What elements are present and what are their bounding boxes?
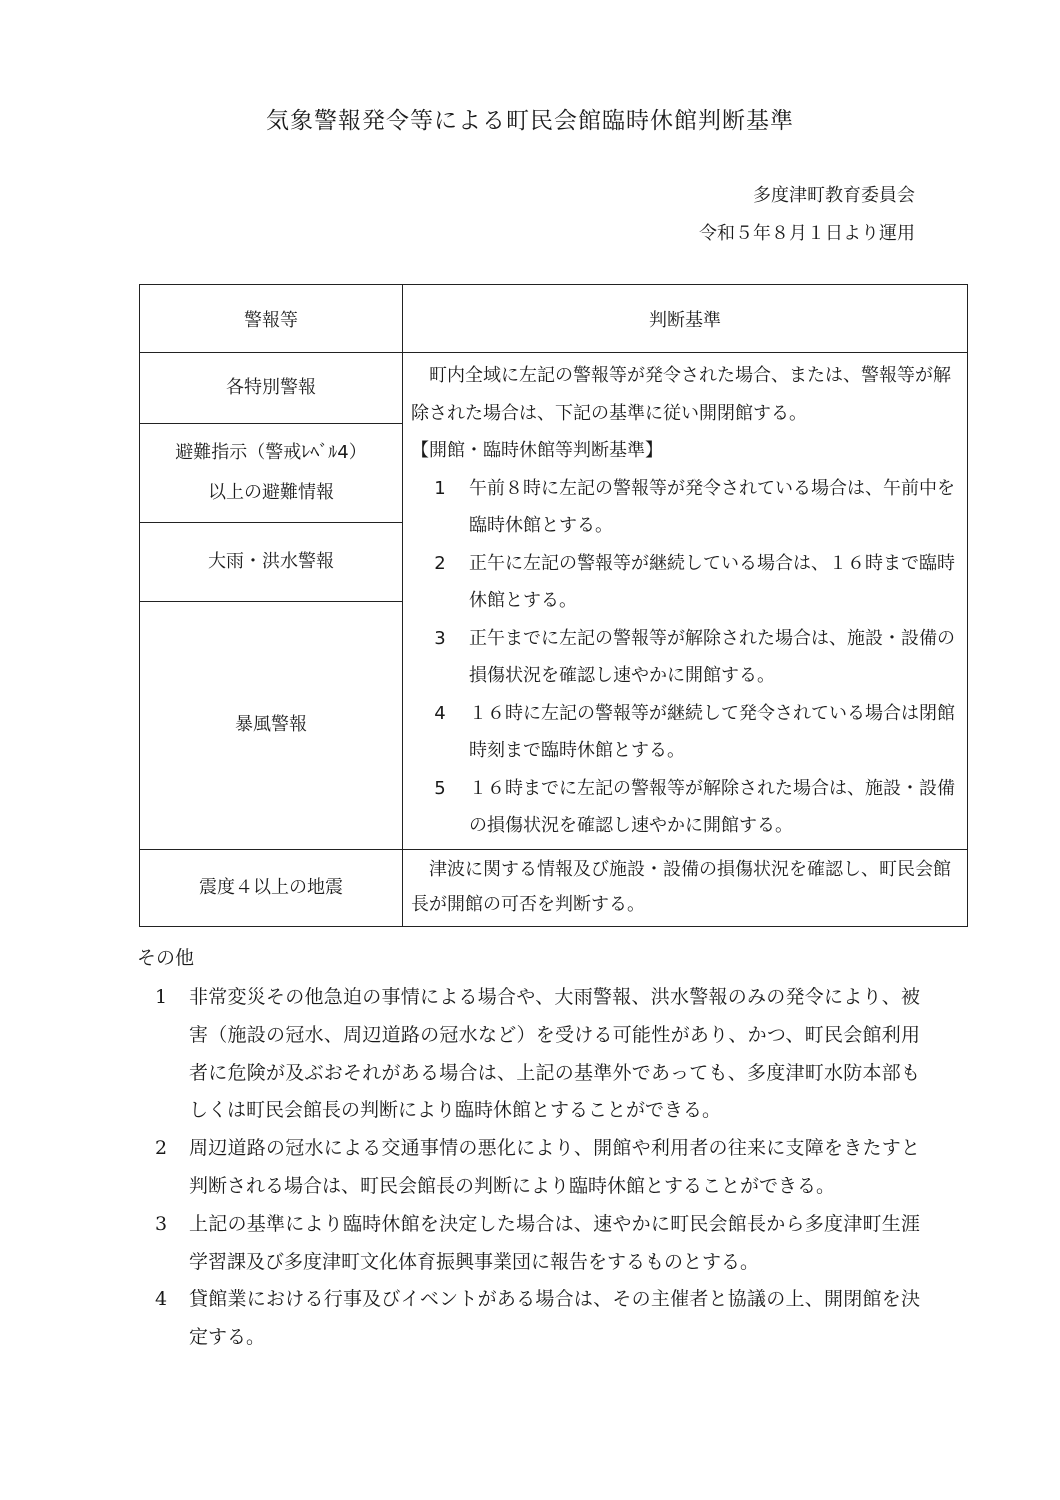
item-text: 貸館業における行事及びイベントがある場合は、その主催者と協議の上、開閉館を決定する。 <box>189 1288 920 1349</box>
criteria-table <box>139 284 968 927</box>
criteria-item <box>411 545 957 620</box>
header-warnings: 警報等 <box>140 285 403 353</box>
others-heading: その他 <box>137 947 195 969</box>
criteria-item <box>411 770 957 845</box>
item-number: 2 <box>434 552 446 574</box>
header-criteria: 判断基準 <box>403 285 968 353</box>
item-number: 1 <box>434 477 446 499</box>
item-text: 非常変災その他急迫の事情による場合や、大雨警報、洪水警報のみの発令により、被害（施設の冠水、周辺道路の冠水など）を受ける可能性があり、かつ、町民会館利用者に危険が及ぶおそれがある場合は、上記の基準外であっても、多度津町水防本部もしくは町民会館長の判断により臨時休館とすることができる。 <box>189 986 920 1122</box>
warning-storm: 暴風警報 <box>140 601 403 849</box>
table-row <box>140 353 968 424</box>
list-item <box>155 1281 920 1357</box>
warning-heavy-rain: 大雨・洪水警報 <box>140 523 403 602</box>
item-number: 3 <box>155 1212 168 1235</box>
item-text: 周辺道路の冠水による交通事情の悪化により、開館や利用者の往来に支障をきたすと判断される場合は、町民会館長の判断により臨時休館とすることができる。 <box>189 1137 920 1197</box>
item-number: 3 <box>434 627 446 649</box>
warning-evacuation-line1: 避難指示（警戒ﾚﾍﾞﾙ4） <box>175 442 367 464</box>
criteria-item <box>411 470 957 545</box>
list-item <box>155 1206 920 1282</box>
item-number: 4 <box>155 1288 168 1311</box>
document-title: 気象警報発令等による町民会館臨時休館判断基準 <box>266 108 794 134</box>
item-text: １６時に左記の警報等が継続して発令されている場合は閉館時刻まで臨時休館とする。 <box>469 702 955 761</box>
item-text: 正午までに左記の警報等が解除された場合は、施設・設備の損傷状況を確認し速やかに開館する。 <box>469 627 955 686</box>
earthquake-label: 震度４以上の地震 <box>140 849 403 926</box>
criteria-heading: 【開館・臨時休館等判断基準】 <box>411 440 663 461</box>
item-number: 1 <box>155 986 168 1008</box>
item-text: １６時までに左記の警報等が解除された場合は、施設・設備の損傷状況を確認し速やかに開館する。 <box>469 777 955 836</box>
warning-evacuation-line2: 以上の避難情報 <box>208 482 334 504</box>
item-number: 2 <box>155 1137 168 1160</box>
item-text: 午前８時に左記の警報等が発令されている場合は、午前中を臨時休館とする。 <box>469 477 955 536</box>
item-text: 上記の基準により臨時休館を決定した場合は、速やかに町民会館長から多度津町生涯学習課及び多度津町文化体育振興事業団に報告をするものとする。 <box>189 1212 920 1273</box>
warning-special: 各特別警報 <box>140 353 403 424</box>
item-text: 正午に左記の警報等が継続している場合は、１６時まで臨時休館とする。 <box>469 552 955 611</box>
criteria-item <box>411 695 957 770</box>
earthquake-criteria <box>403 849 968 926</box>
criteria-cell <box>403 353 968 850</box>
criteria-item <box>411 620 957 695</box>
issuer: 多度津町教育委員会 <box>753 185 915 206</box>
list-item <box>155 979 920 1130</box>
earthquake-text: 津波に関する情報及び施設・設備の損傷状況を確認し、町民会館長が開館の可否を判断する。 <box>411 858 951 915</box>
table-header-row <box>140 285 968 353</box>
criteria-intro: 町内全域に左記の警報等が発令された場合、または、警報等が解除された場合は、下記の基準に従い開閉館する。 <box>411 365 951 424</box>
warning-evacuation <box>140 424 403 523</box>
effective-date: 令和５年８月１日より運用 <box>699 223 915 244</box>
table-row <box>140 849 968 926</box>
list-item <box>155 1130 920 1206</box>
item-number: 4 <box>434 702 446 724</box>
item-number: 5 <box>434 777 446 799</box>
others-list <box>155 979 920 1357</box>
